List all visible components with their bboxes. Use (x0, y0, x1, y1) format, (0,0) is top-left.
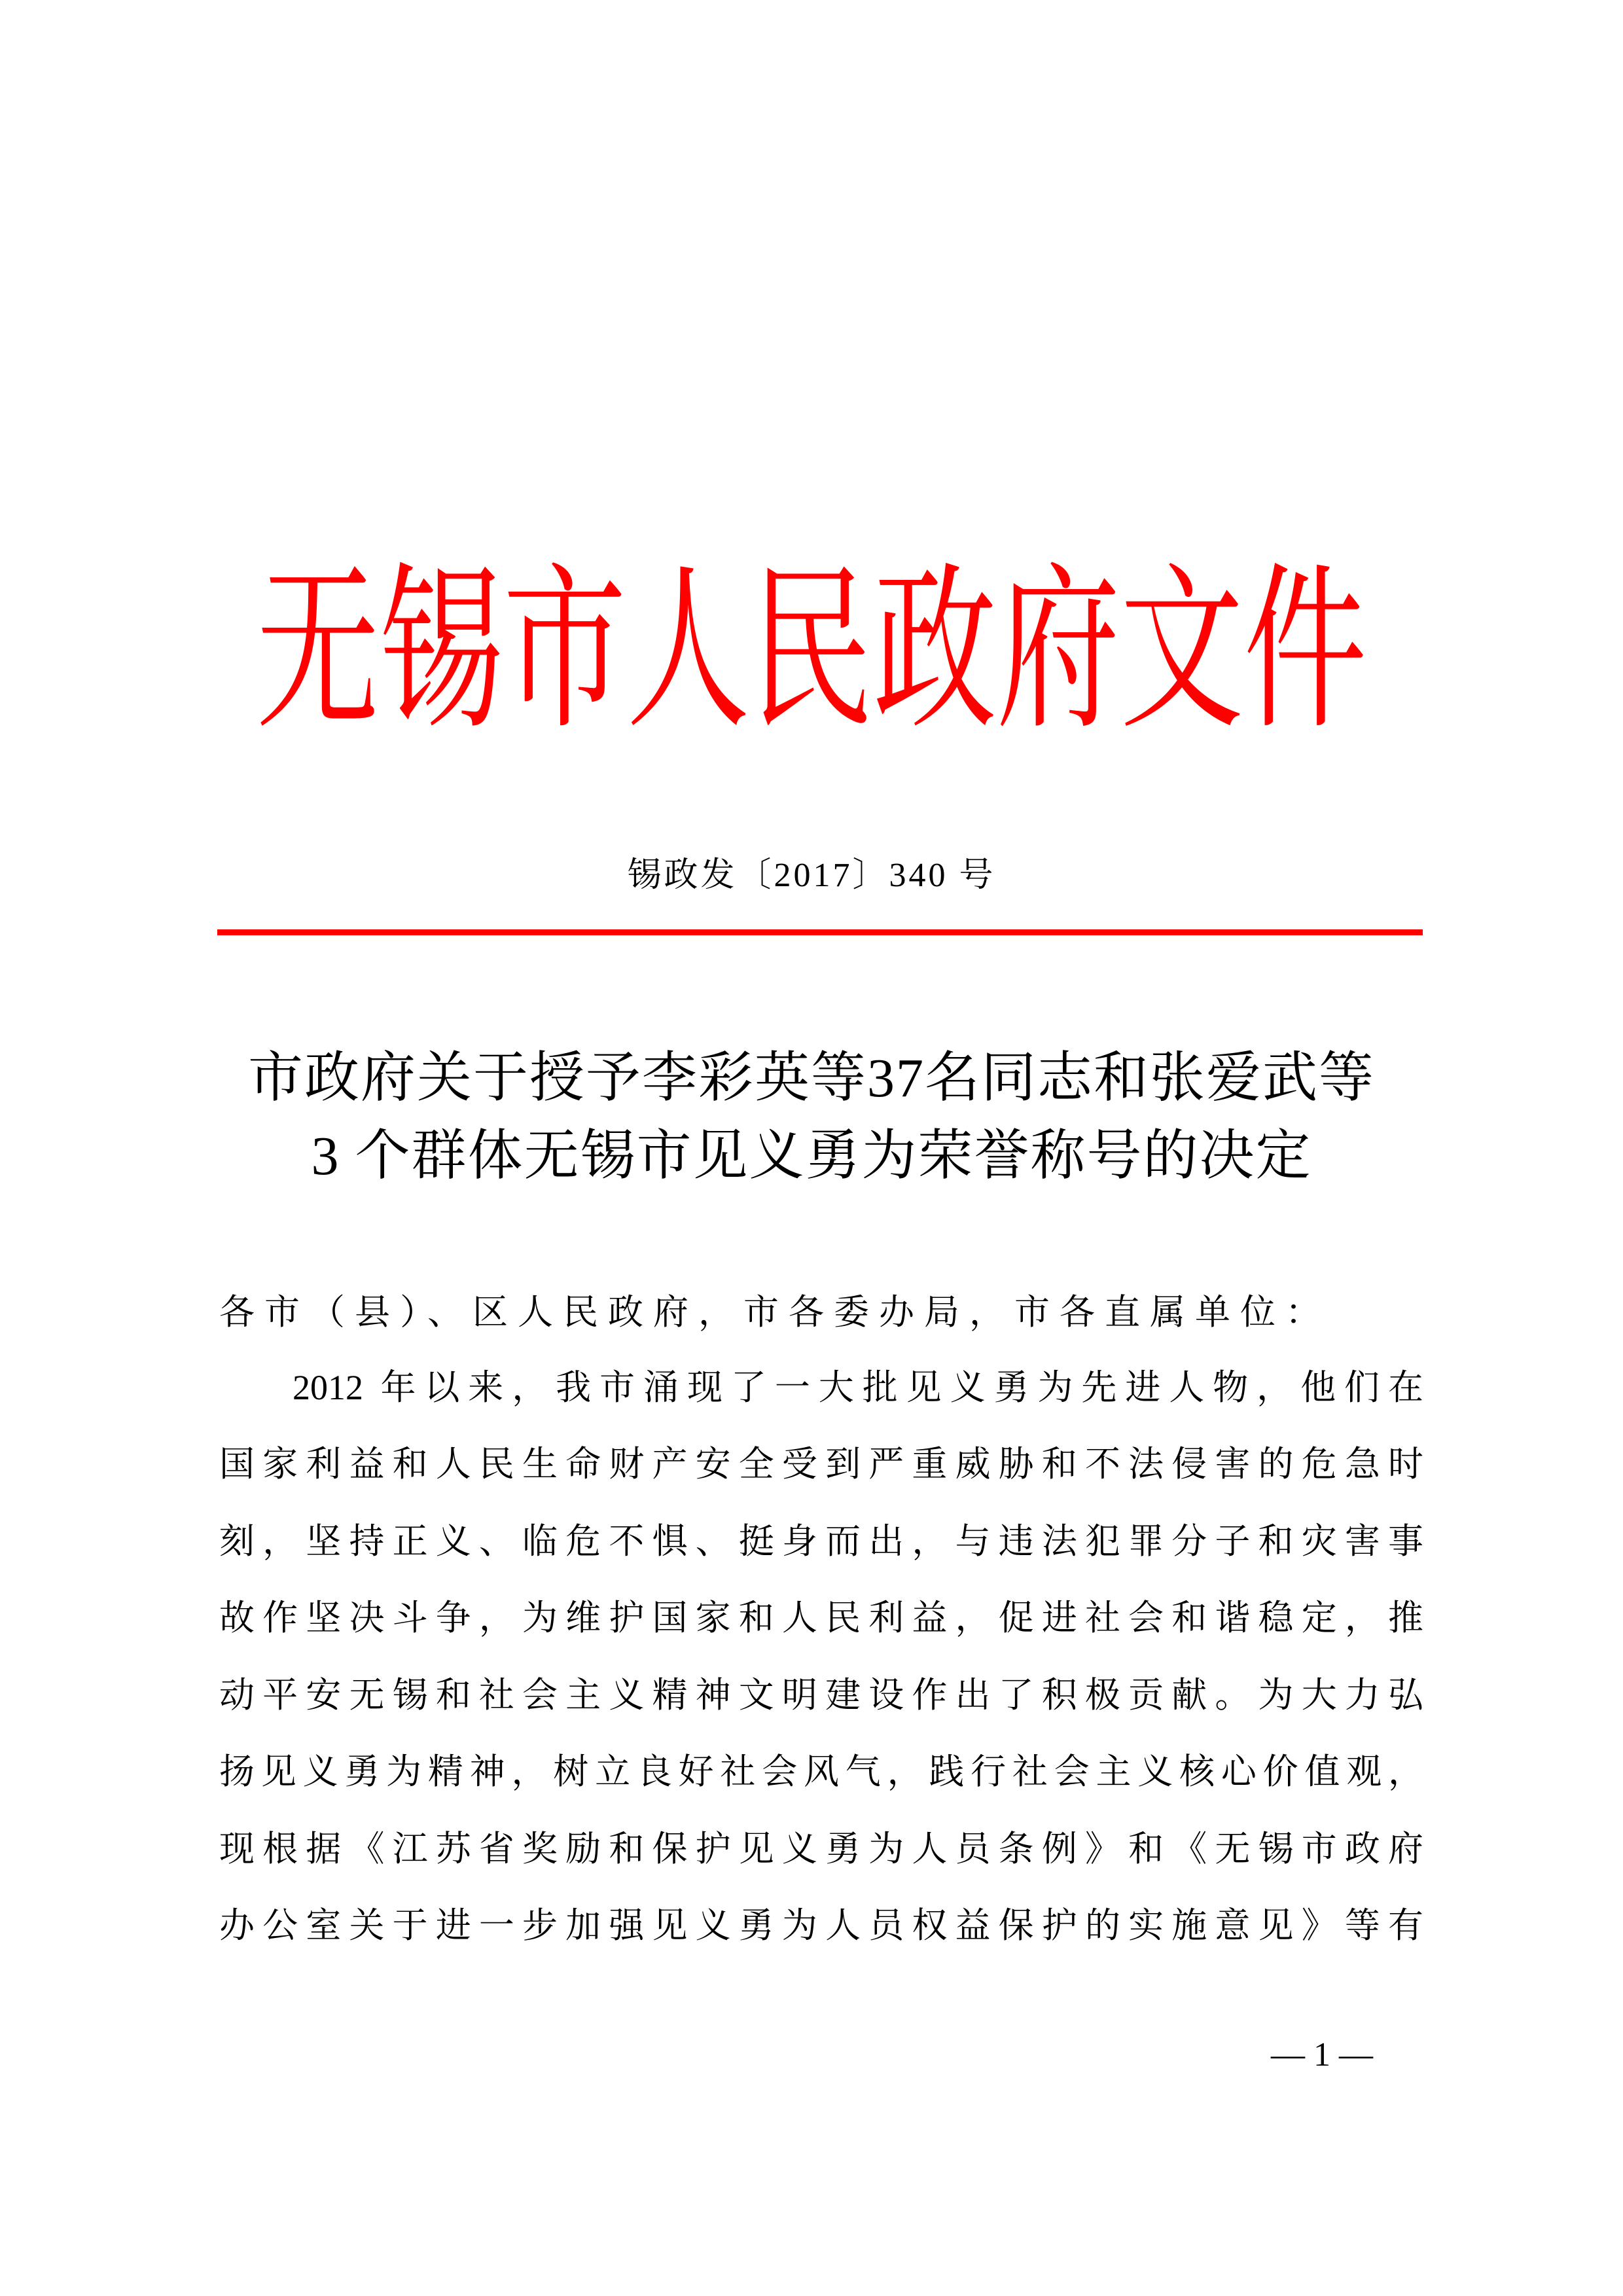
body-line: 刻，坚持正义、临危不惧、挺身而出，与违法犯罪分子和灾害事 (219, 1522, 1423, 1561)
document-title-line-2: 3 个群体无锡市见义勇为荣誉称号的决定 (311, 1126, 1312, 1187)
red-divider-rule (217, 929, 1423, 935)
body-line: 动平安无锡和社会主义精神文明建设作出了积极贡献。为大力弘 (219, 1676, 1423, 1715)
body-line: 国家利益和人民生命财产安全受到严重威胁和不法侵害的危急时 (219, 1444, 1423, 1484)
body-line: 办公室关于进一步加强见义勇为人员权益保护的实施意见》等有 (219, 1906, 1423, 1945)
document-number: 锡政发〔2017〕340 号 (627, 857, 996, 894)
body-line: 现根据《江苏省奖励和保护见义勇为人员条例》和《无锡市政府 (219, 1829, 1423, 1869)
page-number: — 1 — (1271, 2036, 1373, 2073)
body-line: 故作坚决斗争，为维护国家和人民利益，促进社会和谐稳定，推 (219, 1598, 1423, 1638)
salutation: 各市（县）、区人民政府，市各委办局，市各直属单位： (219, 1293, 1330, 1332)
issuer-title: 无锡市人民政府文件 (256, 547, 1367, 754)
body-line: 2012 年以来，我市涌现了一大批见义勇为先进人物，他们在 (293, 1368, 1423, 1407)
body-line: 扬见义勇为精神，树立良好社会风气，践行社会主义核心价值观， (219, 1752, 1423, 1791)
issuer-header (0, 547, 1623, 754)
document-title-line-1: 市政府关于授予李彩英等37名同志和张爱武等 (247, 1048, 1375, 1109)
